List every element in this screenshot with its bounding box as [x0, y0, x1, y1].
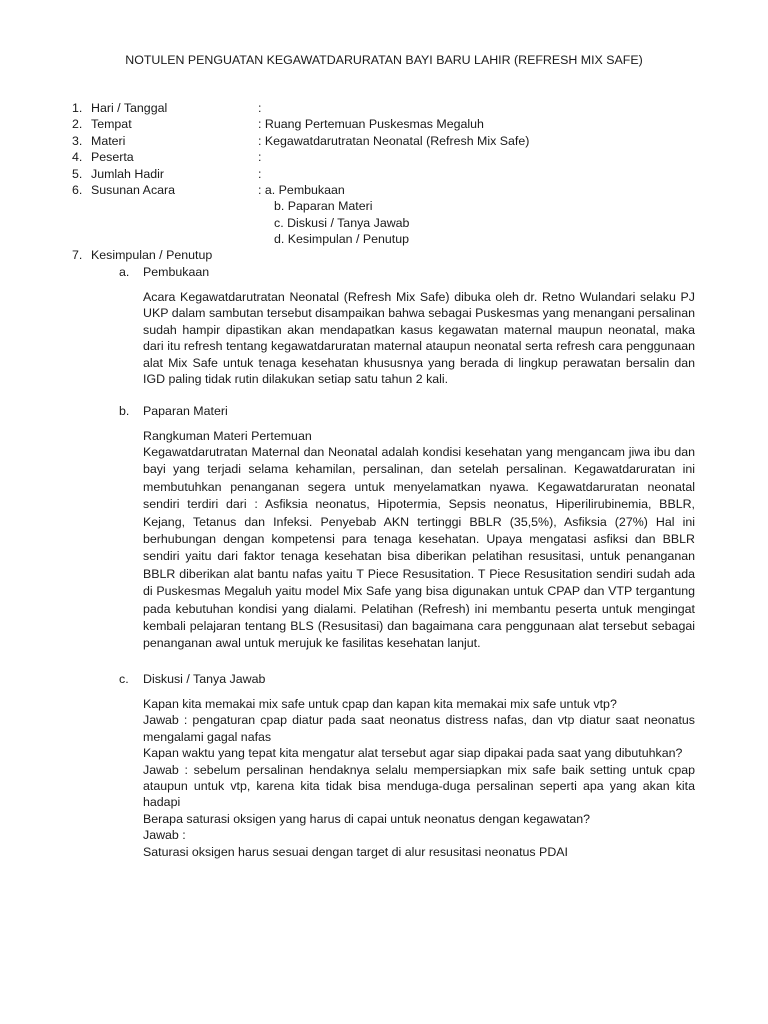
info-value: : Kegawatdarutratan Neonatal (Refresh Mix Safe) [258, 133, 530, 148]
agenda-item [72, 231, 712, 247]
conclusion-label: Kesimpulan / Penutup [91, 248, 213, 262]
info-value: : a. Pembukaan [258, 182, 345, 197]
info-number: 3. [72, 133, 83, 148]
info-number: 4. [72, 150, 83, 165]
info-label: Hari / Tanggal [91, 101, 168, 115]
info-label: Susunan Acara [91, 182, 176, 197]
info-label: Jumlah Hadir [91, 166, 164, 181]
agenda-item-text: d. Kesimpulan / Penutup [274, 232, 410, 247]
agenda-item-text: b. Paparan Materi [274, 199, 373, 214]
info-row-attendance [72, 166, 712, 182]
info-list [72, 100, 712, 248]
section-letter: c. [119, 672, 129, 686]
agenda-item [72, 198, 712, 214]
question-text: Berapa saturasi oksigen yang harus di capai untuk neonatus dengan kegawatan? [143, 811, 591, 826]
qa-block [143, 696, 695, 860]
answer-text: Saturasi oksigen harus sesuai dengan target di alur resusitasi neonatus PDAI [143, 844, 568, 859]
info-row-participants [72, 149, 712, 165]
section-b-paragraph: Kegawatdarutratan Maternal dan Neonatal adalah kondisi kesehatan yang mengancam jiwa ibu dan bayi yang terjadi selama kehamilan, persalinan, dan setelah persalinan. Kegawatdaruratan ini membutuhkan penanganan segera untuk menyelamatkan nyawa. Kegawatdaruratan neonatal sendiri terdiri dari : Asfiksia neonatus, Hipotermia, Sepsis neonatus, Hiperilirubinemia, BBLR, Kejang, Tetanus dan Infeksi. Penyebab AKN tertinggi BBLR (35,5%), Asfiksia (27%) Hal ini berhubungan dengan kompetensi para tenaga kesehatan. Upaya mengatasi asfiksi dan BBLR sendiri yaitu dari faktor tenaga kesehatan bisa diberikan pelatihan resusitasi, untuk penanganan BBLR diberikan alat bantu nafas yaitu T Piece Resusitation. T Piece Resusitation sendiri sudah ada di Puskesmas Megaluh yaitu model Mix Safe yang bisa digunakan untuk CPAP dan VTP tergantung pada kebutuhan kondisi yang dialami. Pelatihan (Refresh) ini membantu peserta untuk mengingat kembali pelajaran tentang BLS (Resusitasi) dan bagaimana cara penggunaan alat tersebut sebagai penanganan awal untuk merujuk ke fasilitas kesehatan lanjut. [143, 445, 695, 651]
info-value: : [258, 166, 262, 181]
answer-text: Jawab : sebelum persalinan hendaknya selalu mempersiapkan mix safe baik setting untuk cpap ataupun untuk vtp, karena kita tidak bisa menduga-duga persalinan seperti apa yang akan kita hadapi [143, 762, 695, 810]
info-label: Materi [91, 133, 126, 148]
info-value: : [258, 150, 262, 165]
info-row-material [72, 133, 712, 149]
info-row-place [72, 116, 712, 132]
section-a-paragraph: Acara Kegawatdarutratan Neonatal (Refresh Mix Safe) dibuka oleh dr. Retno Wulandari selaku PJ UKP dalam sambutan tersebut disampaikan bahwa sebagai Puskesmas yang menangani persalinan sudah hampir dipastikan akan mendapatkan kasus kegawatan maternal maupun neonatal, maka dari itu refresh tentang kegawatdaruratan maternal ataupun neonatal serta refresh cara penggunaan alat Mix Safe untuk tenaga kesehatan khususnya yang berada di lingkup perawatan bersalin dan IGD paling tidak rutin dilakukan setiap satu tahun 2 kali. [143, 290, 695, 387]
section-b-subheading: Rangkuman Materi Pertemuan [143, 429, 312, 443]
section-title: Paparan Materi [143, 404, 228, 418]
question-text: Kapan kita memakai mix safe untuk cpap dan kapan kita memakai mix safe untuk vtp? [143, 697, 617, 711]
question-text: Kapan waktu yang tepat kita mengatur alat tersebut agar siap dipakai pada saat yang dibutuhkan? [143, 746, 683, 761]
answer-text: Jawab : pengaturan cpap diatur pada saat neonatus distress nafas, dan vtp diatur saat neonatus mengalami gagal nafas [143, 713, 695, 744]
info-number: 1. [72, 101, 83, 115]
info-row-date [72, 100, 712, 116]
info-label: Peserta [91, 150, 134, 165]
document-title: NOTULEN PENGUATAN KEGAWATDARURATAN BAYI BARU LAHIR (REFRESH MIX SAFE) [125, 53, 643, 67]
info-value: : Ruang Pertemuan Puskesmas Megaluh [258, 117, 484, 132]
agenda-item [72, 215, 712, 231]
section-letter: a. [119, 265, 130, 279]
agenda-item-text: c. Diskusi / Tanya Jawab [274, 215, 410, 230]
section-title: Diskusi / Tanya Jawab [143, 672, 266, 686]
conclusion-number: 7. [72, 248, 83, 262]
info-label: Tempat [91, 117, 132, 132]
section-title: Pembukaan [143, 265, 210, 279]
info-number: 6. [72, 182, 83, 197]
info-number: 5. [72, 166, 83, 181]
answer-label: Jawab : [143, 828, 186, 843]
section-letter: b. [119, 404, 130, 418]
info-number: 2. [72, 117, 83, 132]
info-value: : [258, 101, 262, 115]
info-row-agenda [72, 182, 712, 198]
